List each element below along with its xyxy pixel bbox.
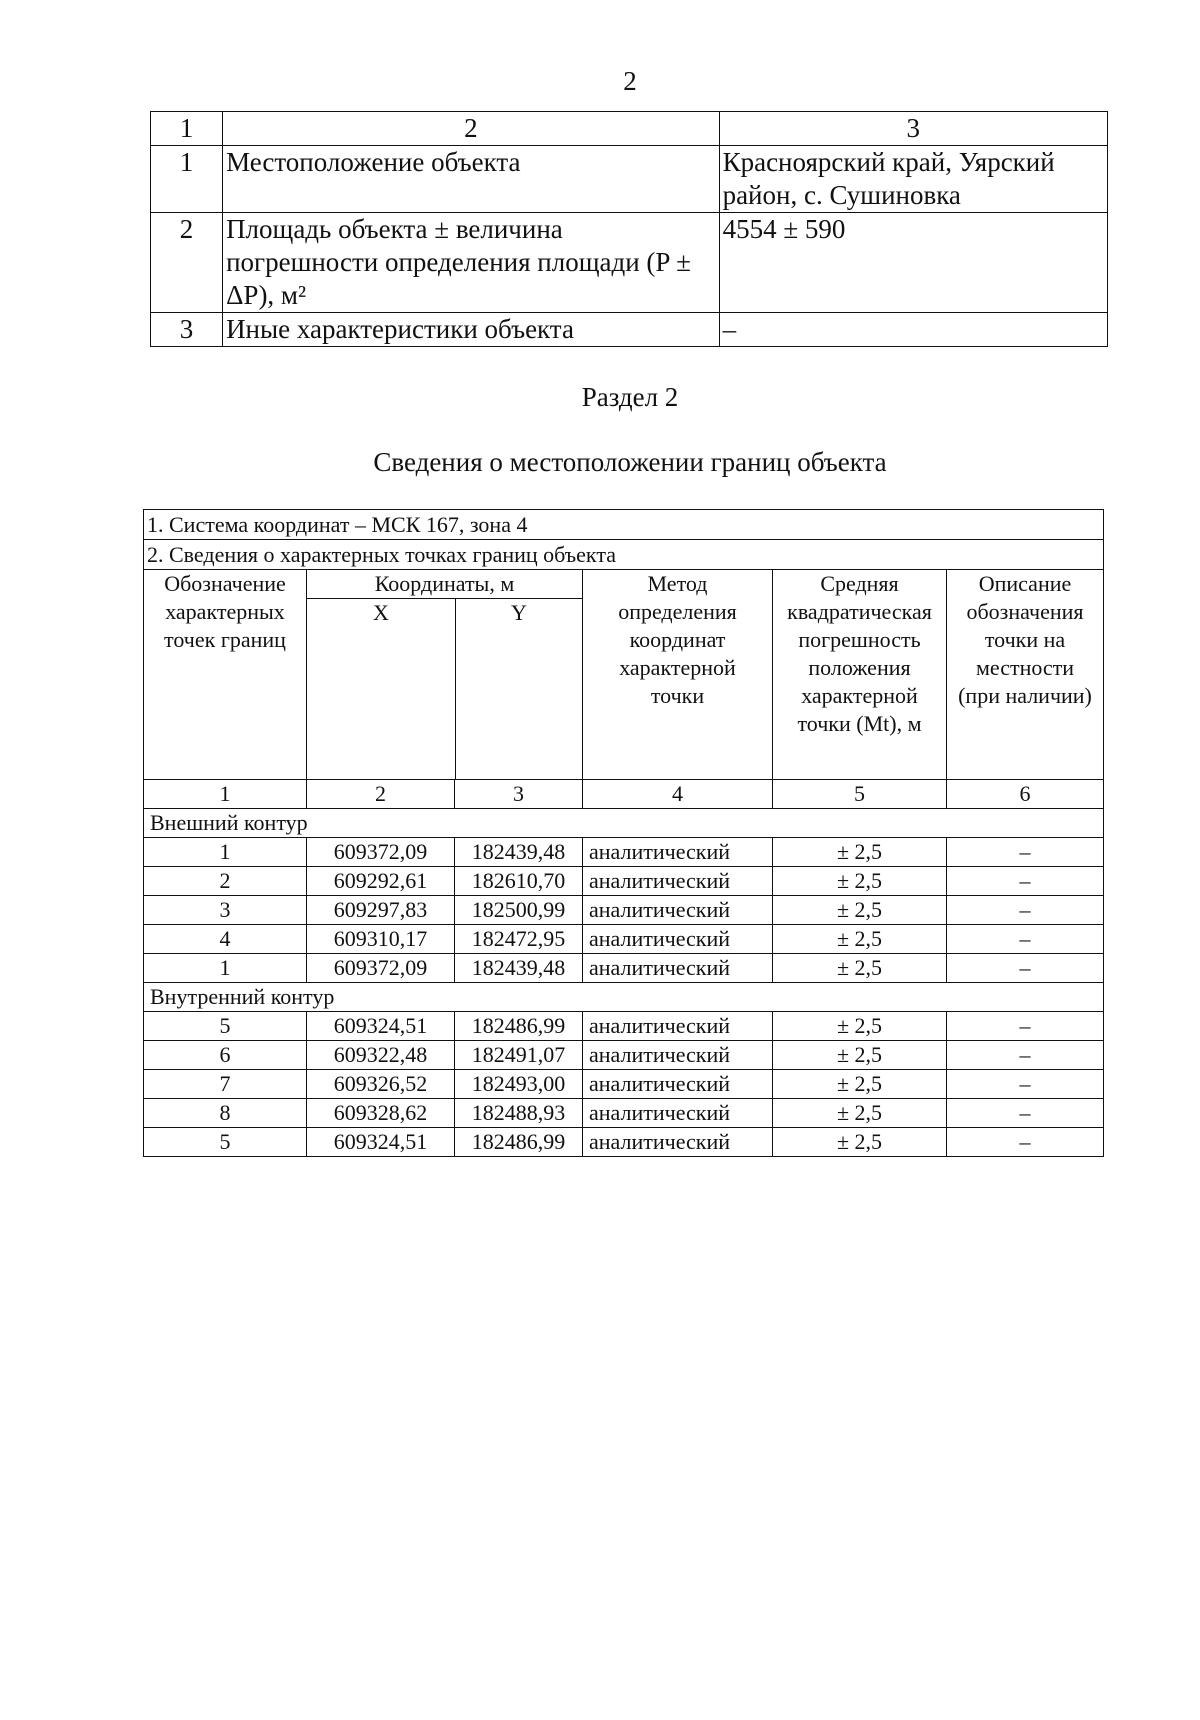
column-number: 5	[773, 780, 947, 809]
y-cell: 182493,00	[455, 1070, 583, 1099]
point-cell: 1	[144, 954, 307, 983]
error-cell: ± 2,5	[773, 1012, 947, 1041]
y-cell: 182610,70	[455, 867, 583, 896]
table-row	[144, 1041, 1104, 1070]
header-coordinates-title: Координаты, м	[307, 570, 582, 599]
method-cell: аналитический	[583, 1128, 773, 1157]
method-cell: аналитический	[583, 1070, 773, 1099]
header-x: X	[307, 599, 456, 779]
table1-header-row	[151, 112, 1108, 146]
table1-row-name: Местоположение объекта	[223, 146, 720, 213]
error-cell: ± 2,5	[773, 838, 947, 867]
point-cell: 5	[144, 1012, 307, 1041]
point-cell: 6	[144, 1041, 307, 1070]
description-cell: –	[947, 838, 1104, 867]
coord-system-row	[144, 510, 1104, 540]
y-cell: 182439,48	[455, 954, 583, 983]
point-cell: 7	[144, 1070, 307, 1099]
header-method: Метод определения координат характерной точки	[583, 570, 773, 780]
y-cell: 182486,99	[455, 1128, 583, 1157]
header-error: Средняя квадратическая погрешность положения характерной точки (Mt), м	[773, 570, 947, 780]
table1-row	[151, 146, 1108, 213]
x-cell: 609326,52	[307, 1070, 455, 1099]
description-cell: –	[947, 1041, 1104, 1070]
point-cell: 3	[144, 896, 307, 925]
y-cell: 182491,07	[455, 1041, 583, 1070]
description-cell: –	[947, 896, 1104, 925]
error-cell: ± 2,5	[773, 1099, 947, 1128]
method-cell: аналитический	[583, 1099, 773, 1128]
y-cell: 182500,99	[455, 896, 583, 925]
table1-row-value: –	[719, 313, 1107, 347]
description-cell: –	[947, 925, 1104, 954]
table-row	[144, 954, 1104, 983]
table-row	[144, 896, 1104, 925]
header-coordinates-axes	[307, 599, 582, 779]
table1-row-name: Иные характеристики объекта	[223, 313, 720, 347]
point-cell: 1	[144, 838, 307, 867]
table1-row	[151, 213, 1108, 313]
x-cell: 609310,17	[307, 925, 455, 954]
error-cell: ± 2,5	[773, 867, 947, 896]
group-row-inner-contour	[144, 983, 1104, 1012]
description-cell: –	[947, 867, 1104, 896]
table-row	[144, 1128, 1104, 1157]
x-cell: 609372,09	[307, 838, 455, 867]
y-cell: 182486,99	[455, 1012, 583, 1041]
method-cell: аналитический	[583, 1012, 773, 1041]
table1-header-cell: 2	[223, 112, 720, 146]
column-number: 4	[583, 780, 773, 809]
column-number: 2	[307, 780, 455, 809]
description-cell: –	[947, 1012, 1104, 1041]
coord-system-label: 1. Система координат – МСК 167, зона 4	[144, 510, 1104, 540]
table1-row	[151, 313, 1108, 347]
x-cell: 609292,61	[307, 867, 455, 896]
y-cell: 182439,48	[455, 838, 583, 867]
error-cell: ± 2,5	[773, 1041, 947, 1070]
x-cell: 609322,48	[307, 1041, 455, 1070]
point-cell: 8	[144, 1099, 307, 1128]
method-cell: аналитический	[583, 838, 773, 867]
group-row-outer-contour	[144, 809, 1104, 838]
column-headers-row	[144, 570, 1104, 780]
method-cell: аналитический	[583, 925, 773, 954]
error-cell: ± 2,5	[773, 1070, 947, 1099]
error-cell: ± 2,5	[773, 954, 947, 983]
error-cell: ± 2,5	[773, 1128, 947, 1157]
column-number: 3	[455, 780, 583, 809]
table1-row-number: 3	[151, 313, 223, 347]
page-number: 2	[623, 66, 637, 96]
table1-header-cell: 1	[151, 112, 223, 146]
header-description: Описание обозначения точки на местности (при наличии)	[947, 570, 1104, 780]
column-number: 1	[144, 780, 307, 809]
description-cell: –	[947, 1128, 1104, 1157]
column-number: 6	[947, 780, 1104, 809]
x-cell: 609328,62	[307, 1099, 455, 1128]
x-cell: 609297,83	[307, 896, 455, 925]
table-row	[144, 838, 1104, 867]
points-title-label: 2. Сведения о характерных точках границ объекта	[144, 540, 1104, 570]
method-cell: аналитический	[583, 867, 773, 896]
method-cell: аналитический	[583, 896, 773, 925]
boundary-points-table	[143, 509, 1104, 1157]
group-label: Внутренний контур	[144, 983, 1104, 1012]
table-row	[144, 1070, 1104, 1099]
method-cell: аналитический	[583, 954, 773, 983]
table-row	[144, 925, 1104, 954]
description-cell: –	[947, 1099, 1104, 1128]
y-cell: 182488,93	[455, 1099, 583, 1128]
x-cell: 609372,09	[307, 954, 455, 983]
table1-row-value: 4554 ± 590	[719, 213, 1107, 313]
point-cell: 5	[144, 1128, 307, 1157]
y-cell: 182472,95	[455, 925, 583, 954]
table1-row-number: 1	[151, 146, 223, 213]
table1-row-number: 2	[151, 213, 223, 313]
header-designation: Обозначение характерных точек границ	[144, 570, 307, 780]
point-cell: 2	[144, 867, 307, 896]
object-characteristics-table	[150, 111, 1108, 347]
header-y: Y	[511, 600, 527, 625]
column-numbers-row	[144, 780, 1104, 809]
description-cell: –	[947, 1070, 1104, 1099]
table-row	[144, 867, 1104, 896]
section-subtitle: Сведения о местоположении границ объекта	[373, 447, 887, 477]
table-row	[144, 1012, 1104, 1041]
method-cell: аналитический	[583, 1041, 773, 1070]
point-cell: 4	[144, 925, 307, 954]
section-title: Раздел 2	[581, 382, 679, 412]
error-cell: ± 2,5	[773, 925, 947, 954]
description-cell: –	[947, 954, 1104, 983]
group-label: Внешний контур	[144, 809, 1104, 838]
table1-row-value: Красноярский край, Уярский район, с. Сушиновка	[719, 146, 1107, 213]
x-cell: 609324,51	[307, 1012, 455, 1041]
points-title-row	[144, 540, 1104, 570]
error-cell: ± 2,5	[773, 896, 947, 925]
header-coordinates	[307, 570, 583, 780]
x-cell: 609324,51	[307, 1128, 455, 1157]
table-row	[144, 1099, 1104, 1128]
table1-header-cell: 3	[719, 112, 1107, 146]
table1-row-name: Площадь объекта ± величина погрешности определения площади (P ± ΔP), м²	[223, 213, 720, 313]
